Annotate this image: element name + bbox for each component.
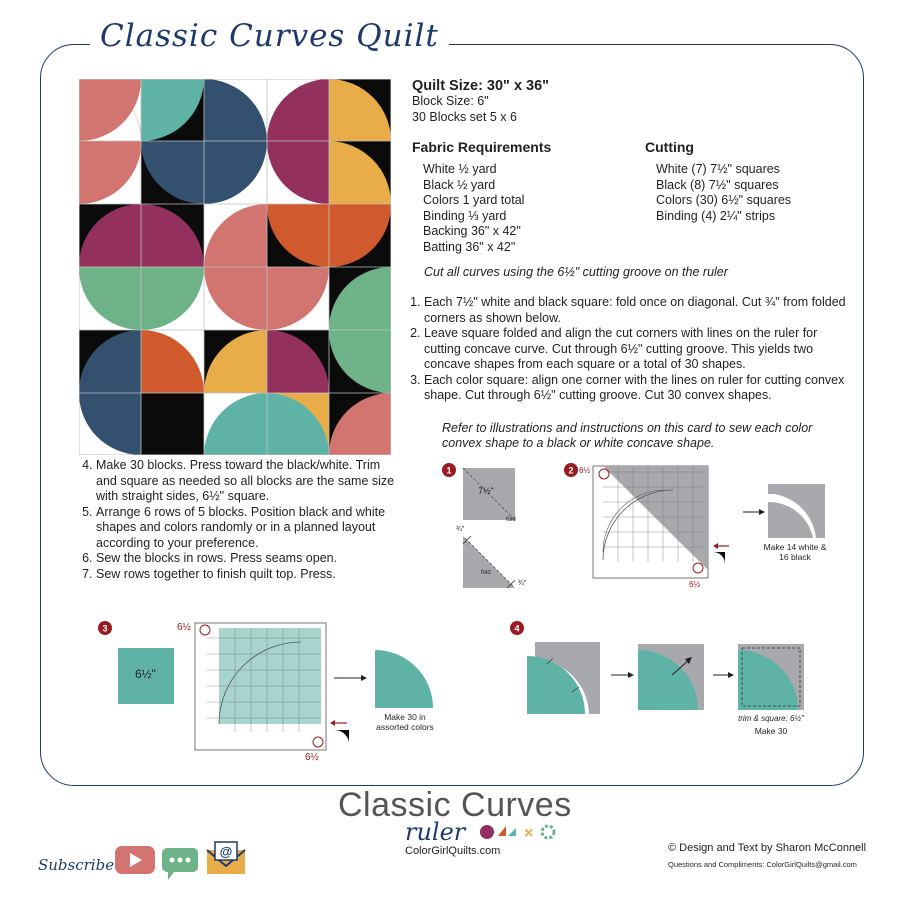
- fabric-item: Batting 36" x 42": [423, 239, 516, 254]
- steps-list-a: [402, 295, 854, 404]
- subscribe-label: Subscribe: [38, 856, 115, 874]
- cutting-item: Colors (30) 6½" squares: [656, 193, 792, 207]
- step-item: 2. Leave square folded and align the cut corners with lines on the ruler for cutting concave curve. Cut through 6½" cutting groove. This yields two concave shapes from each square or a total of 30 shapes.: [424, 326, 854, 373]
- fabric-heading: Fabric Requirements: [412, 139, 552, 155]
- contact-text: Questions and Compliments: ColorGirlQuilts@gmail.com: [668, 860, 857, 869]
- fabric-requirements: [412, 139, 551, 255]
- trim-label: trim & square: 6½": [738, 714, 804, 723]
- step-item: 3. Each color square: align one corner with the lines on ruler for cutting convex shape. Cut through 6½" cutting groove. Cut 30 convex shapes.: [424, 373, 854, 404]
- email-icon[interactable]: [205, 840, 247, 876]
- square-label: 7½": [478, 486, 494, 496]
- page-title: Classic Curves Quilt: [100, 18, 439, 54]
- ruler-label-bottom: 6½: [305, 752, 319, 763]
- diagram-3-graphic: [97, 620, 447, 765]
- diagram-1: [441, 462, 541, 592]
- diagram-1-number: 1: [446, 465, 452, 476]
- block-layout: 30 Blocks set 5 x 6: [412, 109, 517, 124]
- square-label: 6½": [135, 667, 156, 681]
- cutting-item: Binding (4) 2¼" strips: [656, 208, 776, 223]
- svg-text:@: @: [219, 844, 233, 859]
- curves-note: Cut all curves using the 6½" cutting groove on the ruler: [424, 265, 728, 279]
- svg-text:×: ×: [524, 825, 534, 842]
- cutting: [645, 139, 791, 224]
- diagram-3-number: 3: [102, 623, 108, 634]
- fabric-item: Colors 1 yard total: [423, 193, 525, 207]
- block-size: Block Size: 6": [412, 94, 489, 108]
- logo-shapes-icon: [478, 822, 568, 842]
- cut-label: ¾": [518, 580, 527, 587]
- step-item: 6. Sew the blocks in rows. Press seams open.: [96, 551, 404, 567]
- diagram-4-number: 4: [514, 623, 520, 634]
- quilt-specs: [412, 78, 549, 125]
- ruler-logo-sub: ruler: [405, 818, 466, 846]
- chat-icon[interactable]: [160, 846, 200, 882]
- cutting-item: White (7) 7½" squares: [656, 162, 780, 176]
- fold-label: fold: [481, 570, 491, 576]
- ruler-label-top: 6½: [177, 622, 191, 633]
- diagram-2-result: Make 14 white & 16 black: [763, 542, 827, 562]
- fabric-item: White ½ yard: [423, 162, 497, 176]
- website-link[interactable]: ColorGirlQuilts.com: [405, 845, 501, 857]
- fold-label: fold: [506, 517, 516, 523]
- credit-text: © Design and Text by Sharon McConnell: [668, 842, 867, 854]
- youtube-icon[interactable]: [114, 845, 156, 875]
- steps-list-b: [74, 458, 404, 582]
- ruler-label-bottom: 6½: [689, 580, 701, 589]
- diagram-2-number: 2: [568, 465, 574, 476]
- diagram-2: [563, 462, 833, 592]
- diagram-3: [97, 620, 447, 765]
- refer-note: Refer to illustrations and instructions on this card to sew each color convex shape to a black or white concave shape.: [442, 421, 813, 450]
- diagram-3-result: Make 30 in assorted colors: [376, 712, 434, 732]
- step-item: 5. Arrange 6 rows of 5 blocks. Position black and white shapes and colors randomly or in a planned layout according to your preference.: [96, 505, 404, 552]
- diagram-4: [509, 620, 829, 745]
- title-wrap: [90, 18, 449, 54]
- diagram-4-result: Make 30: [754, 726, 788, 736]
- ruler-label-top: 6½: [579, 466, 591, 475]
- ruler-logo-title: Classic Curves: [338, 786, 572, 824]
- cutting-heading: Cutting: [645, 139, 694, 155]
- fabric-item: Binding ⅓ yard: [423, 208, 507, 223]
- step-item: 4. Make 30 blocks. Press toward the black/white. Trim and square as needed so all blocks are the same size with straight sides, 6½" square.: [96, 458, 404, 505]
- diagram-2-graphic: [563, 462, 833, 592]
- fabric-item: Black ½ yard: [423, 177, 496, 192]
- cutting-item: Black (8) 7½" squares: [656, 177, 779, 192]
- step-item: 1. Each 7½" white and black square: fold once on diagonal. Cut ¾" from folded corners as shown below.: [424, 295, 854, 326]
- quilt-size: Quilt Size: 30" x 36": [412, 78, 550, 94]
- step-item: 7. Sew rows together to finish quilt top. Press.: [96, 567, 404, 583]
- cut-label: ¾": [456, 526, 465, 533]
- quilt-image: [79, 79, 391, 455]
- fabric-item: Backing 36" x 42": [423, 224, 521, 238]
